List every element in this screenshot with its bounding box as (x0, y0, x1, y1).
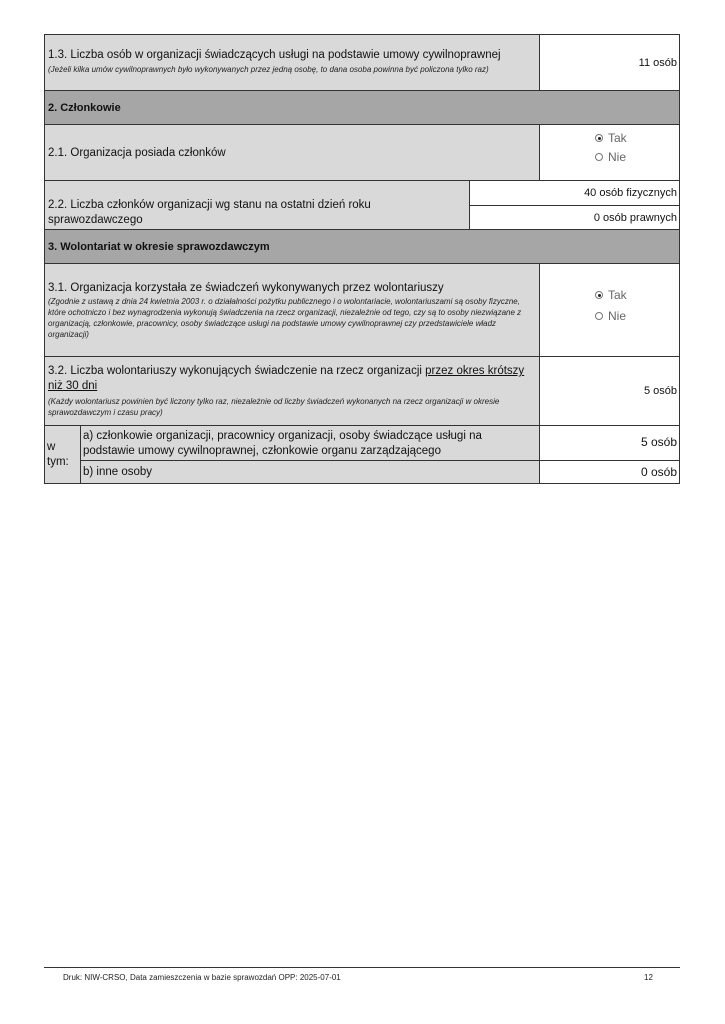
row-3-1-option-nie[interactable] (595, 309, 626, 323)
row-3-1-option-tak[interactable] (595, 288, 627, 302)
row-3-1-note: (Zgodnie z ustawą z dnia 24 kwietnia 2003 r. o działalności pożytku publicznego i o wolontariacie, wolontariuszami są osoby fizyczne, które ochotniczo i bez wynagrodzenia wykonują świadczenia na rzecz organizacji, niezależnie od tego, czy są to osoby niezwiązane z organizacją, członkowie, pracownicy, osoby świadczące usługi na podstawie umowy cywilnoprawnej czy przedstawiciele władz organizacji) (48, 297, 522, 339)
row-2-2-legal-cell (469, 205, 680, 230)
row-2-1-option-nie[interactable] (595, 150, 626, 164)
row-3-2-value-cell (539, 356, 680, 426)
w-tym-label: w tym: (47, 441, 69, 468)
row-2-1-label: 2.1. Organizacja posiada członków (48, 147, 226, 159)
row-1-3-value: 11 osób (638, 57, 677, 69)
row-3-2-label-start: 3.2. Liczba wolontariuszy wykonujących świadczenie na rzecz organizacji (48, 365, 426, 377)
radio-selected-icon[interactable] (595, 134, 603, 142)
option-label: Tak (608, 131, 627, 145)
row-2-2-legal-value: 0 osób prawnych (593, 212, 677, 224)
w-tym-label-cell (44, 425, 81, 484)
row-2-1-answer-cell (539, 124, 680, 181)
w-tym-a-label-cell (80, 425, 540, 461)
row-3-2-label-cell (44, 356, 540, 426)
row-2-2-physical-cell (469, 180, 680, 206)
w-tym-b-label: b) inne osoby (83, 466, 153, 478)
row-3-2-note: (Każdy wolontariusz powinien być liczony tylko raz, niezależnie od liczby świadczeń wykonanych na rzecz organizacji w okresie sprawozdawczym i czasu pracy) (48, 397, 500, 417)
page-number: 12 (644, 973, 653, 982)
row-3-2-label-underlined: przez okres krótszy niż 30 dni (48, 365, 525, 392)
row-3-2-label (48, 364, 536, 394)
w-tym-b-value-cell (539, 460, 680, 484)
row-3-1-answer-cell (539, 263, 680, 357)
radio-selected-icon[interactable] (595, 291, 603, 299)
option-label: Tak (608, 288, 627, 302)
row-2-1-label-cell (44, 124, 540, 181)
row-2-2-label: 2.2. Liczba członków organizacji wg stanu na ostatni dzień roku sprawozdawczego (48, 199, 371, 226)
row-2-1-option-tak[interactable] (595, 131, 627, 145)
row-2-2-label-cell (44, 180, 470, 230)
w-tym-b-label-cell (80, 460, 540, 484)
section-3-header (44, 229, 680, 264)
radio-unselected-icon[interactable] (595, 312, 603, 320)
w-tym-a-value-cell (539, 425, 680, 461)
footer-text: Druk: NIW-CRSO, Data zamieszczenia w bazie sprawozdań OPP: 2025-07-01 (63, 973, 341, 982)
footer-divider (44, 967, 680, 968)
row-3-1-label-cell (44, 263, 540, 357)
row-3-1-label: 3.1. Organizacja korzystała ze świadczeń wykonywanych przez wolontariuszy (48, 282, 444, 294)
section-2-header (44, 90, 680, 125)
row-1-3-value-cell (539, 34, 680, 91)
option-label: Nie (608, 309, 627, 323)
w-tym-b-value: 0 osób (640, 465, 677, 479)
row-2-2-physical-value: 40 osób fizycznych (584, 187, 677, 199)
section-3-title: 3. Wolontariat w okresie sprawozdawczym (48, 241, 270, 253)
option-label: Nie (608, 150, 627, 164)
w-tym-a-label: a) członkowie organizacji, pracownicy organizacji, osoby świadczące usługi na podstawie umowy cywilnoprawnej, członkowie organu zarządzającego (83, 430, 482, 457)
section-2-title: 2. Członkowie (48, 102, 121, 114)
w-tym-a-value: 5 osób (640, 435, 677, 449)
row-1-3-label-cell (44, 34, 540, 91)
row-1-3-note: (Jeżeli kilka umów cywilnoprawnych było wykonywanych przez jedną osobę, to dana osoba powinna być policzona tylko raz) (48, 65, 489, 74)
row-3-2-value: 5 osób (643, 385, 677, 397)
radio-unselected-icon[interactable] (595, 153, 603, 161)
row-1-3-label: 1.3. Liczba osób w organizacji świadczących usługi na podstawie umowy cywilnoprawnej (48, 49, 501, 61)
